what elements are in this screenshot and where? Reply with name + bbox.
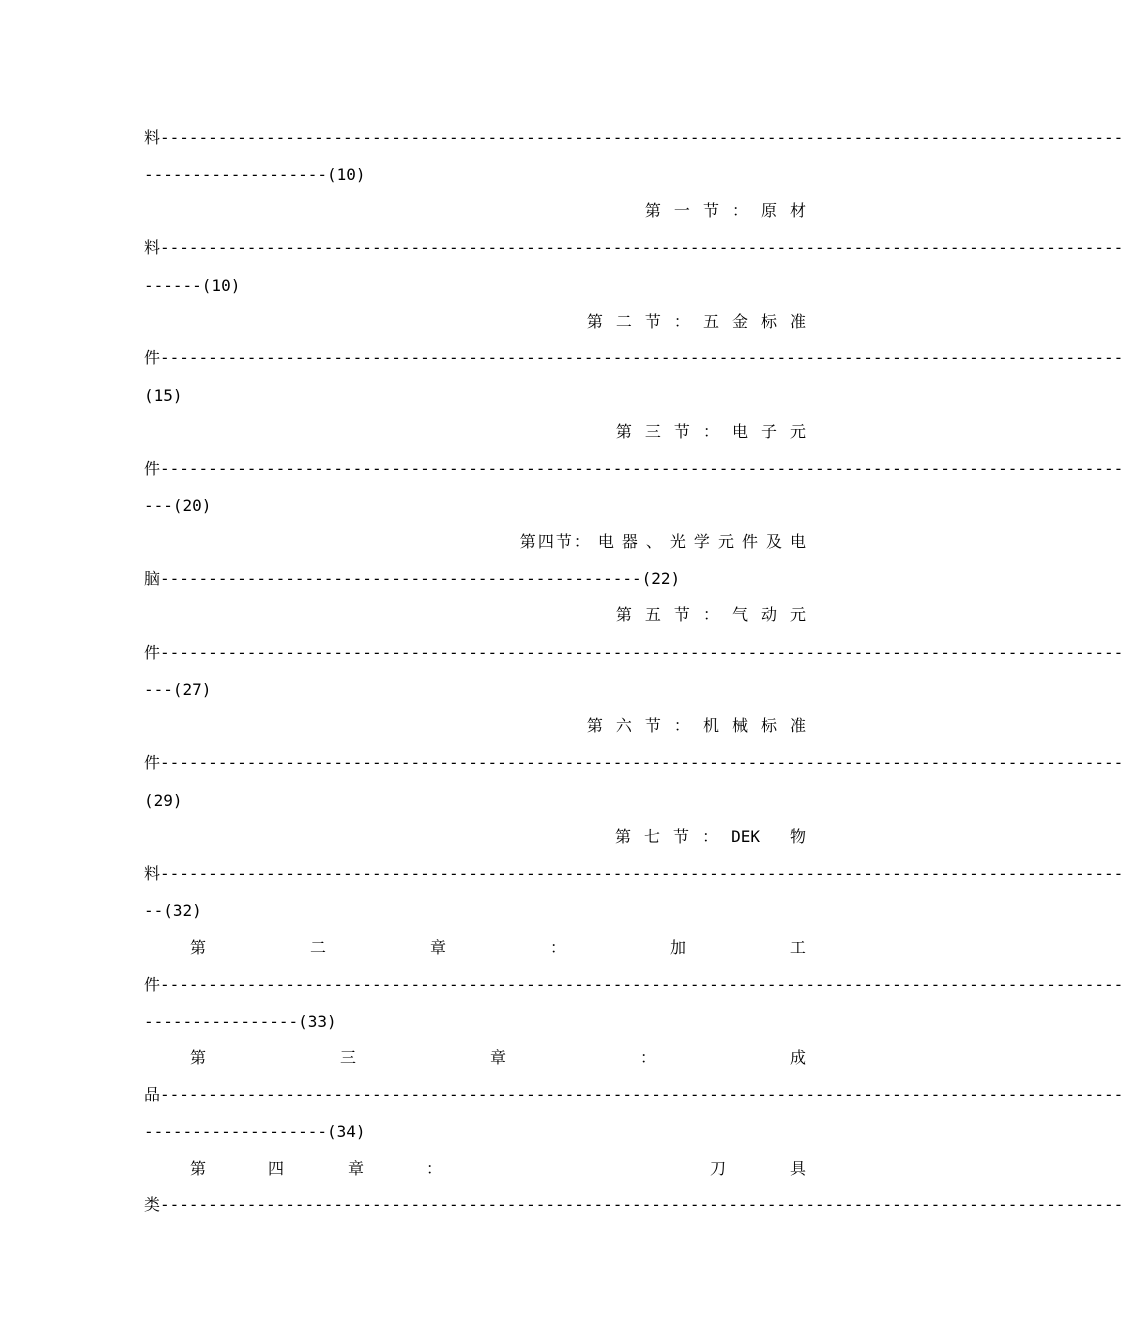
heading-char: 五 <box>644 605 661 624</box>
heading-char: 四 <box>537 532 554 551</box>
heading-char: 、 <box>645 532 662 551</box>
heading-char: 物 <box>789 827 806 846</box>
heading-char: 准 <box>789 716 806 735</box>
toc-leader-line <box>144 1083 1123 1107</box>
toc-page-number: (10) <box>327 165 366 184</box>
heading-char: 第 <box>586 312 603 331</box>
heading-char: ： <box>702 422 719 441</box>
toc-label: 料 <box>144 128 161 147</box>
heading-char: ： <box>426 1159 443 1178</box>
toc-leader: ---------------------------------------------------------------------------------------------------- <box>160 975 1123 994</box>
heading-char: 工 <box>789 938 806 957</box>
heading-char: 三 <box>339 1048 356 1067</box>
toc-leader-line <box>144 973 1123 997</box>
heading-char: 原 <box>760 201 777 220</box>
toc-label: 类 <box>144 1195 161 1214</box>
toc-section-heading <box>144 420 806 444</box>
heading-char: 光 <box>669 532 686 551</box>
heading-char: 第 <box>190 938 207 957</box>
toc-page-line <box>144 678 806 702</box>
toc-label: 件 <box>144 753 161 772</box>
heading-char: 四 <box>268 1159 285 1178</box>
toc-leader-line <box>144 751 1123 775</box>
toc-page-number: (10) <box>201 276 241 295</box>
toc-leader-tail: ------------------- <box>144 165 328 184</box>
heading-char: 章 <box>348 1159 365 1178</box>
heading-char: 第 <box>615 422 632 441</box>
heading-char: 六 <box>615 716 632 735</box>
toc-leader-tail: ------------------- <box>144 1122 328 1141</box>
toc-chapter-heading <box>190 1046 806 1070</box>
heading-char: 动 <box>760 605 777 624</box>
heading-char: 七 <box>644 827 661 846</box>
heading-char: 刀 <box>710 1159 727 1178</box>
heading-char: 加 <box>669 938 686 957</box>
toc-page-line <box>144 494 806 518</box>
toc-section-heading <box>144 714 806 738</box>
toc-inline-entry <box>144 567 806 591</box>
heading-char: 第 <box>519 532 536 551</box>
toc-section-heading <box>144 310 806 334</box>
toc-leader: ---------------------------------------------------------------------------------------------------- <box>160 128 1123 147</box>
heading-char: 电 <box>789 532 806 551</box>
toc-section-heading <box>144 530 806 554</box>
heading-char: ： <box>549 938 566 957</box>
heading-char: 元 <box>789 605 806 624</box>
heading-char: ： <box>673 312 690 331</box>
toc-section-heading <box>144 825 806 849</box>
toc-section-heading <box>144 603 806 627</box>
toc-leader-line <box>144 457 1123 481</box>
toc-leader-tail: ---------------- <box>144 1012 299 1031</box>
heading-char: 节 <box>702 201 719 220</box>
toc-leader: ---------------------------------------------------------------------------------------------------- <box>160 348 1123 367</box>
heading-char: 及 <box>765 532 782 551</box>
heading-char: 第 <box>190 1048 207 1067</box>
toc-page-number: (20) <box>172 496 212 515</box>
heading-char: 第 <box>644 201 661 220</box>
heading-char: 机 <box>702 716 719 735</box>
heading-char: DEK <box>731 827 760 846</box>
heading-char: 节 <box>644 312 661 331</box>
heading-char: 第 <box>190 1159 207 1178</box>
toc-leader: ---------------------------------------------------------------------------------------------------- <box>160 864 1123 883</box>
toc-label: 脑 <box>144 569 161 588</box>
heading-char: 电 <box>731 422 748 441</box>
toc-page-number: (29) <box>144 791 183 810</box>
heading-char: ： <box>639 1048 656 1067</box>
heading-char: 元 <box>789 422 806 441</box>
heading-char: 章 <box>489 1048 506 1067</box>
toc-leader-line <box>144 1193 1123 1217</box>
heading-char: ： <box>731 201 748 220</box>
toc-section-heading <box>144 199 806 223</box>
heading-char: 材 <box>789 201 806 220</box>
toc-leader-line <box>144 126 1123 150</box>
toc-label: 件 <box>144 459 161 478</box>
toc-leader: ---------------------------------------------------------------------------------------------------- <box>160 1195 1123 1214</box>
toc-label: 品 <box>144 1085 161 1104</box>
heading-char: 电 <box>597 532 614 551</box>
heading-char: 件 <box>741 532 758 551</box>
heading-char: 一 <box>673 201 690 220</box>
heading-char: 标 <box>760 716 777 735</box>
toc-page-line <box>144 274 806 298</box>
toc-label: 料 <box>144 864 161 883</box>
heading-char: 二 <box>615 312 632 331</box>
toc-leader-line <box>144 236 1123 260</box>
heading-char: 气 <box>731 605 748 624</box>
toc-leader: ---------------------------------------------------------------------------------------------------- <box>160 459 1123 478</box>
toc-label: 料 <box>144 238 161 257</box>
toc-label: 件 <box>144 643 161 662</box>
heading-char: 器 <box>621 532 638 551</box>
heading-char: ： <box>673 716 690 735</box>
toc-page-line <box>144 1120 806 1144</box>
toc-leader-line <box>144 862 1123 886</box>
heading-char: 节 <box>644 716 661 735</box>
heading-char: 成 <box>789 1048 806 1067</box>
heading-char: 章 <box>429 938 446 957</box>
toc-chapter-heading <box>190 1157 806 1181</box>
heading-char: 第 <box>615 827 632 846</box>
toc-page-line <box>144 384 806 408</box>
heading-char: 子 <box>760 422 777 441</box>
toc-page-line <box>144 1010 806 1034</box>
toc-leader-tail: -- <box>144 901 164 920</box>
heading-char: 学 <box>693 532 710 551</box>
heading-char: 具 <box>790 1159 807 1178</box>
toc-leader-tail: --- <box>144 496 173 515</box>
toc-chapter-heading <box>190 936 806 960</box>
heading-char: 第 <box>615 605 632 624</box>
toc-leader-tail: ------ <box>144 276 202 295</box>
toc-leader: -------------------------------------------------- <box>160 569 642 588</box>
heading-char: 金 <box>731 312 748 331</box>
toc-page-line <box>144 789 806 813</box>
toc-label: 件 <box>144 975 161 994</box>
heading-char: 械 <box>731 716 748 735</box>
heading-char: 五 <box>702 312 719 331</box>
heading-char: 第 <box>586 716 603 735</box>
toc-leader: ---------------------------------------------------------------------------------------------------- <box>160 1085 1123 1104</box>
heading-char: 二 <box>309 938 326 957</box>
heading-char: ： <box>702 605 719 624</box>
toc-leader: ---------------------------------------------------------------------------------------------------- <box>160 643 1123 662</box>
toc-page-line <box>144 899 806 923</box>
heading-char: 标 <box>760 312 777 331</box>
heading-char: 节 <box>673 827 690 846</box>
toc-page-number: (34) <box>327 1122 366 1141</box>
toc-page-number: (22) <box>641 569 681 588</box>
toc-leader-tail: --- <box>144 680 173 699</box>
toc-leader: ---------------------------------------------------------------------------------------------------- <box>160 238 1123 257</box>
toc-page-number: (32) <box>163 901 202 920</box>
heading-char: 三 <box>644 422 661 441</box>
toc-page-number: (27) <box>172 680 212 699</box>
heading-char: ： <box>702 827 719 846</box>
heading-char: ： <box>573 532 590 551</box>
toc-page-number: (33) <box>298 1012 337 1031</box>
heading-char: 节 <box>555 532 572 551</box>
toc-leader-line <box>144 641 1123 665</box>
toc-leader-line <box>144 346 1123 370</box>
toc-leader: ---------------------------------------------------------------------------------------------------- <box>160 753 1123 772</box>
toc-page-line <box>144 163 806 187</box>
heading-char: 元 <box>717 532 734 551</box>
toc-page-number: (15) <box>144 386 183 405</box>
heading-char: 准 <box>789 312 806 331</box>
heading-char: 节 <box>673 605 690 624</box>
heading-char: 节 <box>673 422 690 441</box>
toc-label: 件 <box>144 348 161 367</box>
